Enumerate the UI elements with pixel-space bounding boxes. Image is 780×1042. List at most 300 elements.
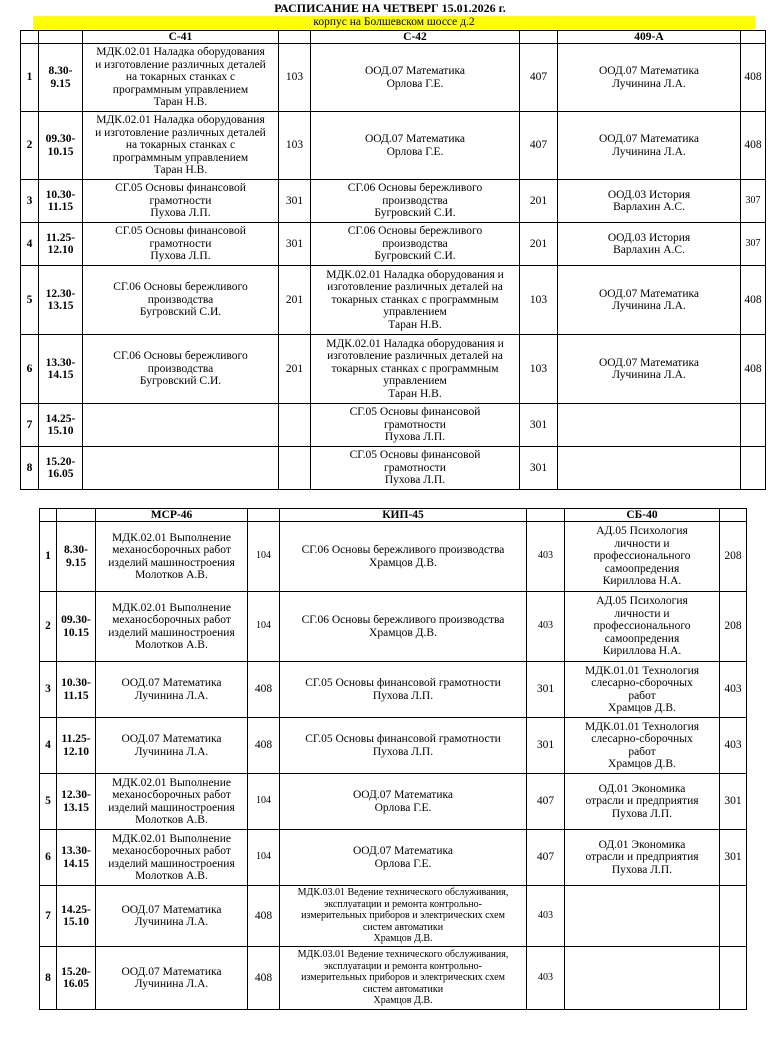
lesson-number: 3 xyxy=(40,662,57,718)
subject-cell xyxy=(311,335,520,404)
header-blank xyxy=(720,509,747,522)
group-header: КИП-45 xyxy=(280,509,527,522)
subject-line: самоопредения xyxy=(604,562,680,575)
time-line: 16.05 xyxy=(63,978,89,990)
subject-line: Пухова Л.П. xyxy=(372,689,434,702)
lesson-time xyxy=(39,44,83,112)
subject-line: Храмцов Д.В. xyxy=(373,995,433,1007)
subject-line: СГ.05 Основы финансовой xyxy=(349,449,481,462)
subject-line: ООД.07 Математика xyxy=(599,356,699,369)
room-number: 103 xyxy=(279,112,311,180)
lesson-row xyxy=(40,522,747,592)
subject-line: Пухова Л.П. xyxy=(611,863,673,876)
subject-line: ООД.07 Математика xyxy=(121,965,222,978)
lesson-time xyxy=(39,180,83,223)
subject-line: систем автоматики xyxy=(362,921,444,933)
subject-cell xyxy=(311,44,520,112)
lesson-number: 5 xyxy=(21,266,39,335)
subject-cell xyxy=(96,592,248,662)
subject-line: МДК.02.01 Выполнение xyxy=(112,531,231,544)
subject-line: МДК.02.01 Наладка оборудования xyxy=(96,46,265,59)
room-number: 301 xyxy=(527,718,565,774)
subject-line: СГ.06 Основы бережливого производства xyxy=(301,614,505,626)
subject-line: изготовление различных деталей на xyxy=(327,350,503,363)
group-header-row xyxy=(40,509,747,522)
room-number: 408 xyxy=(248,886,280,947)
subject-line: Орлова Г.Е. xyxy=(374,801,432,814)
time-line: 14.15 xyxy=(63,857,89,870)
subject-line: механосборочных работ xyxy=(112,544,231,556)
time-line: 13.30- xyxy=(61,845,91,857)
subject-line: производства xyxy=(147,362,214,375)
subject-line: СГ.06 Основы бережливого производства xyxy=(301,544,505,556)
time-line: 12.10 xyxy=(63,745,89,758)
subject-line: СГ.05 Основы финансовой грамотности xyxy=(305,733,501,745)
header-blank xyxy=(248,509,280,522)
lesson-row xyxy=(40,662,747,718)
subject-line: ОД.01 Экономика xyxy=(598,838,686,851)
header-blank xyxy=(57,509,96,522)
lesson-time xyxy=(57,947,96,1010)
subject-cell xyxy=(96,830,248,886)
subject-cell xyxy=(83,447,279,490)
time-line: 15.10 xyxy=(63,916,89,928)
room-number: 104 xyxy=(248,522,280,592)
room-number: 307 xyxy=(741,223,766,266)
time-line: 11.15 xyxy=(47,201,74,213)
time-line: 16.05 xyxy=(47,468,74,480)
subject-line: Варлахин А.С. xyxy=(613,244,685,256)
subject-line: Лучинина Л.А. xyxy=(134,978,209,990)
subject-line: изделий машиностроения xyxy=(108,801,235,814)
subject-line: Молотков А.В. xyxy=(135,870,208,882)
subject-line: грамотности xyxy=(384,418,446,431)
subject-line: механосборочных работ xyxy=(112,614,231,626)
subject-line: Молотков А.В. xyxy=(135,569,208,581)
room-number: 403 xyxy=(527,592,565,662)
subject-line: Таран Н.В. xyxy=(388,387,442,400)
lesson-row xyxy=(40,886,747,947)
time-line: 15.10 xyxy=(47,425,74,437)
subject-line: управлением xyxy=(383,306,447,319)
subject-line: Орлова Г.Е. xyxy=(386,145,444,158)
lesson-row xyxy=(40,774,747,830)
subject-cell xyxy=(558,266,741,335)
room-number: 301 xyxy=(527,662,565,718)
room-number: 104 xyxy=(248,830,280,886)
lesson-number: 6 xyxy=(40,830,57,886)
lesson-number: 8 xyxy=(40,947,57,1010)
subject-line: СГ.05 Основы финансовой xyxy=(349,406,481,419)
subject-line: управлением xyxy=(383,375,447,388)
subject-line: Лучинина Л.А. xyxy=(612,369,686,381)
subject-line: Кириллова Н.А. xyxy=(602,575,682,588)
room-number: 407 xyxy=(527,774,565,830)
subject-line: отрасли и предприятия xyxy=(585,851,699,864)
subject-cell xyxy=(558,112,741,180)
subject-line: личности и xyxy=(614,607,670,620)
subject-line: ООД.07 Математика xyxy=(121,903,222,916)
room-number xyxy=(741,404,766,447)
lesson-number: 2 xyxy=(40,592,57,662)
time-line: 15.20- xyxy=(61,965,91,978)
subject-line: МДК.03.01 Ведение технического обслуживания, xyxy=(297,949,509,961)
room-number: 103 xyxy=(279,44,311,112)
room-number: 301 xyxy=(279,180,311,223)
subject-line: измерительных приборов и электрических схем xyxy=(301,910,505,922)
lesson-row xyxy=(21,266,766,335)
subject-cell xyxy=(558,447,741,490)
lesson-number: 7 xyxy=(21,404,39,447)
subject-line: Бугровский С.И. xyxy=(139,375,222,388)
subject-cell xyxy=(96,662,248,718)
time-line: 10.30- xyxy=(45,188,76,201)
time-line: 15.20- xyxy=(45,455,76,468)
subject-line: профессионального xyxy=(593,620,691,633)
subject-line: МДК.01.01 Технология xyxy=(584,720,700,733)
time-line: 13.15 xyxy=(63,801,89,814)
header-blank xyxy=(741,31,766,44)
subject-line: на токарных станках с xyxy=(125,71,236,84)
subject-line: ООД.07 Математика xyxy=(353,789,453,801)
time-line: 9.15 xyxy=(65,556,87,569)
subject-line: Лучинина Л.А. xyxy=(612,300,686,312)
subject-line: ОД.01 Экономика xyxy=(598,782,686,795)
subject-line: Таран Н.В. xyxy=(153,164,208,177)
subject-line: Пухова Л.П. xyxy=(611,807,673,820)
subject-cell xyxy=(311,447,520,490)
lesson-row xyxy=(40,718,747,774)
subject-cell xyxy=(565,662,720,718)
subject-cell xyxy=(280,947,527,1010)
subject-line: СГ.06 Основы бережливого xyxy=(113,350,248,363)
group-header: С-41 xyxy=(83,31,279,44)
subject-line: Бугровский С.И. xyxy=(139,306,222,319)
lesson-time xyxy=(39,447,83,490)
room-number: 403 xyxy=(527,522,565,592)
subject-cell xyxy=(311,180,520,223)
subject-line: программным управлением xyxy=(112,151,249,164)
lesson-row xyxy=(21,180,766,223)
lesson-number: 1 xyxy=(40,522,57,592)
subject-line: ООД.07 Математика xyxy=(599,287,699,300)
lesson-row xyxy=(21,404,766,447)
subject-cell xyxy=(83,335,279,404)
subject-line: Лучинина Л.А. xyxy=(612,77,686,90)
header-blank xyxy=(527,509,565,522)
lesson-time xyxy=(39,112,83,180)
time-line: 11.25- xyxy=(61,733,91,745)
room-number: 201 xyxy=(520,223,558,266)
room-number xyxy=(279,404,311,447)
room-number: 408 xyxy=(248,662,280,718)
subject-line: СГ.05 Основы финансовой грамотности xyxy=(305,677,501,689)
page-title: РАСПИСАНИЕ НА ЧЕТВЕРГ 15.01.2026 г. xyxy=(274,1,506,15)
subject-line: Молотков А.В. xyxy=(135,639,208,651)
room-number: 201 xyxy=(520,180,558,223)
subject-cell xyxy=(280,718,527,774)
subject-cell xyxy=(558,180,741,223)
subject-cell xyxy=(311,404,520,447)
lesson-number: 3 xyxy=(21,180,39,223)
lesson-number: 1 xyxy=(21,44,39,112)
subject-line: токарных станках с программным xyxy=(331,293,499,306)
time-line: 12.10 xyxy=(47,244,74,256)
header-blank xyxy=(520,31,558,44)
subject-cell xyxy=(565,774,720,830)
lesson-time xyxy=(57,718,96,774)
lesson-row xyxy=(40,947,747,1010)
schedule-table-2 xyxy=(39,508,747,1010)
subject-line: МДК.02.01 Выполнение xyxy=(112,832,231,845)
subject-line: ООД.07 Математика xyxy=(365,133,465,145)
room-number: 301 xyxy=(279,223,311,266)
lesson-time xyxy=(57,774,96,830)
subject-line: программным управлением xyxy=(112,83,249,96)
subject-cell xyxy=(96,947,248,1010)
subject-line: Орлова Г.Е. xyxy=(374,857,432,870)
room-number: 208 xyxy=(720,592,747,662)
subject-line: систем автоматики xyxy=(362,983,444,995)
room-number: 104 xyxy=(248,774,280,830)
subject-cell xyxy=(96,886,248,947)
lesson-number: 7 xyxy=(40,886,57,947)
subject-line: Таран Н.В. xyxy=(153,96,208,109)
subject-line: токарных станках с программным xyxy=(331,362,499,375)
lesson-number: 4 xyxy=(21,223,39,266)
lesson-row xyxy=(40,592,747,662)
building-banner: корпус на Болшевском шоссе д.2 xyxy=(33,16,755,29)
lesson-row xyxy=(21,447,766,490)
subject-line: Храмцов Д.В. xyxy=(369,626,437,639)
time-line: 09.30- xyxy=(61,614,91,626)
time-line: 10.30- xyxy=(61,677,91,689)
subject-cell xyxy=(565,718,720,774)
subject-line: Храмцов Д.В. xyxy=(608,758,676,770)
room-number: 104 xyxy=(248,592,280,662)
subject-line: Пухова Л.П. xyxy=(384,431,446,444)
subject-line: Пухова Л.П. xyxy=(150,207,211,220)
room-number: 403 xyxy=(527,886,565,947)
group-header: С-42 xyxy=(311,31,520,44)
lesson-time xyxy=(57,522,96,592)
room-number: 408 xyxy=(741,335,766,404)
subject-line: личности и xyxy=(614,537,670,550)
subject-line: изделий машиностроения xyxy=(108,626,235,639)
subject-line: СГ.05 Основы финансовой xyxy=(115,225,246,238)
room-number: 301 xyxy=(720,830,747,886)
group-header-row xyxy=(21,31,766,44)
subject-line: отрасли и предприятия xyxy=(585,795,699,808)
subject-cell xyxy=(83,223,279,266)
subject-line: МДК.03.01 Ведение технического обслуживания, xyxy=(297,887,509,899)
subject-cell xyxy=(83,180,279,223)
subject-line: СГ.05 Основы финансовой xyxy=(115,182,246,195)
subject-line: производства xyxy=(382,237,448,250)
subject-line: ООД.07 Математика xyxy=(365,65,465,77)
time-line: 12.30- xyxy=(45,287,76,300)
room-number: 301 xyxy=(520,447,558,490)
room-number: 407 xyxy=(520,44,558,112)
lesson-row xyxy=(40,830,747,886)
lesson-row xyxy=(21,112,766,180)
lesson-time xyxy=(39,266,83,335)
subject-line: механосборочных работ xyxy=(112,789,231,801)
time-line: 14.15 xyxy=(47,369,74,381)
subject-line: и изготовление различных деталей xyxy=(95,126,266,139)
subject-line: Пухова Л.П. xyxy=(372,745,434,758)
room-number xyxy=(720,886,747,947)
lesson-time xyxy=(39,335,83,404)
subject-cell xyxy=(83,266,279,335)
subject-line: МДК.01.01 Технология xyxy=(584,664,700,677)
subject-line: Орлова Г.Е. xyxy=(386,77,444,90)
time-line: 14.25- xyxy=(61,903,91,916)
schedule-table-1 xyxy=(20,30,766,490)
subject-line: грамотности xyxy=(384,461,446,474)
subject-line: Молотков А.В. xyxy=(135,814,208,826)
lesson-number: 4 xyxy=(40,718,57,774)
time-line: 12.30- xyxy=(61,789,91,801)
subject-line: АД.05 Психология xyxy=(596,525,688,538)
group-header: 409-А xyxy=(558,31,741,44)
room-number: 407 xyxy=(520,112,558,180)
subject-line: эксплуатации и ремонта контрольно- xyxy=(324,898,482,910)
subject-line: МДК.02.01 Наладка оборудования и xyxy=(326,268,504,281)
subject-cell xyxy=(83,112,279,180)
subject-cell xyxy=(565,592,720,662)
subject-line: Лучинина Л.А. xyxy=(612,145,686,158)
subject-cell xyxy=(96,774,248,830)
room-number: 103 xyxy=(520,335,558,404)
room-number: 408 xyxy=(741,266,766,335)
subject-cell xyxy=(96,718,248,774)
subject-cell xyxy=(280,830,527,886)
lesson-row xyxy=(21,44,766,112)
room-number: 403 xyxy=(720,662,747,718)
subject-line: изделий машиностроения xyxy=(108,857,235,870)
subject-line: измерительных приборов и электрических схем xyxy=(301,972,505,984)
lesson-time xyxy=(39,223,83,266)
subject-line: самоопредения xyxy=(604,632,680,645)
subject-cell xyxy=(565,522,720,592)
subject-line: Бугровский С.И. xyxy=(374,250,456,263)
subject-line: СГ.06 Основы бережливого xyxy=(113,281,248,294)
subject-cell xyxy=(558,223,741,266)
subject-line: Пухова Л.П. xyxy=(150,250,211,263)
lesson-time xyxy=(57,592,96,662)
subject-line: МДК.02.01 Наладка оборудования xyxy=(96,114,265,127)
time-line: 8.30- xyxy=(64,544,88,556)
room-number: 103 xyxy=(520,266,558,335)
room-number: 408 xyxy=(741,44,766,112)
subject-cell xyxy=(558,44,741,112)
room-number xyxy=(741,447,766,490)
time-line: 8.30- xyxy=(48,65,73,77)
subject-line: Таран Н.В. xyxy=(388,318,442,331)
subject-cell xyxy=(280,592,527,662)
time-line: 10.15 xyxy=(47,145,74,158)
subject-cell xyxy=(311,223,520,266)
subject-line: механосборочных работ xyxy=(112,845,231,857)
subject-line: ООД.03 История xyxy=(607,188,691,201)
subject-line: Лучинина Л.А. xyxy=(134,689,209,702)
subject-line: грамотности xyxy=(149,194,212,207)
subject-line: ООД.07 Математика xyxy=(353,845,453,857)
subject-line: слесарно-сборочных xyxy=(591,677,693,689)
subject-cell xyxy=(311,112,520,180)
subject-cell xyxy=(96,522,248,592)
room-number: 307 xyxy=(741,180,766,223)
room-number: 407 xyxy=(527,830,565,886)
room-number: 301 xyxy=(520,404,558,447)
room-number: 408 xyxy=(248,947,280,1010)
subject-line: производства xyxy=(382,194,448,207)
room-number xyxy=(720,947,747,1010)
subject-line: МДК.02.01 Наладка оборудования и xyxy=(326,337,504,350)
lesson-number: 5 xyxy=(40,774,57,830)
subject-cell xyxy=(558,335,741,404)
time-line: 9.15 xyxy=(50,77,71,90)
subject-cell xyxy=(565,886,720,947)
lesson-number: 2 xyxy=(21,112,39,180)
time-line: 13.15 xyxy=(47,300,74,312)
room-number: 403 xyxy=(720,718,747,774)
subject-line: профессионального xyxy=(593,550,691,563)
subject-cell xyxy=(280,774,527,830)
subject-line: Храмцов Д.В. xyxy=(608,702,676,714)
time-line: 10.15 xyxy=(63,626,89,639)
subject-line: МДК.02.01 Выполнение xyxy=(112,776,231,789)
subject-cell xyxy=(311,266,520,335)
subject-line: Лучинина Л.А. xyxy=(134,916,209,928)
group-header: МСР-46 xyxy=(96,509,248,522)
subject-line: ООД.07 Математика xyxy=(599,133,699,145)
subject-line: работ xyxy=(628,689,656,702)
time-line: 11.25- xyxy=(45,231,76,244)
subject-line: Бугровский С.И. xyxy=(374,207,456,220)
subject-line: работ xyxy=(628,745,656,758)
subject-line: на токарных станках с xyxy=(125,139,236,152)
subject-line: Храмцов Д.В. xyxy=(369,556,437,569)
subject-line: МДК.02.01 Выполнение xyxy=(112,601,231,614)
lesson-number: 8 xyxy=(21,447,39,490)
lesson-row xyxy=(21,335,766,404)
header-blank xyxy=(39,31,83,44)
room-number xyxy=(279,447,311,490)
subject-line: Лучинина Л.А. xyxy=(134,745,209,758)
room-number: 403 xyxy=(527,947,565,1010)
lesson-time xyxy=(57,830,96,886)
room-number: 301 xyxy=(720,774,747,830)
subject-cell xyxy=(565,830,720,886)
subject-cell xyxy=(280,662,527,718)
time-line: 11.15 xyxy=(63,689,89,702)
time-line: 14.25- xyxy=(45,412,76,425)
lesson-time xyxy=(39,404,83,447)
lesson-number: 6 xyxy=(21,335,39,404)
lesson-time xyxy=(57,886,96,947)
header-blank xyxy=(21,31,39,44)
subject-line: АД.05 Психология xyxy=(596,595,688,608)
subject-cell xyxy=(83,404,279,447)
header-blank xyxy=(279,31,311,44)
time-line: 09.30- xyxy=(45,133,76,145)
subject-line: эксплуатации и ремонта контрольно- xyxy=(324,960,482,972)
subject-line: ООД.07 Математика xyxy=(121,677,222,689)
subject-line: Кириллова Н.А. xyxy=(602,645,682,658)
header-blank xyxy=(40,509,57,522)
